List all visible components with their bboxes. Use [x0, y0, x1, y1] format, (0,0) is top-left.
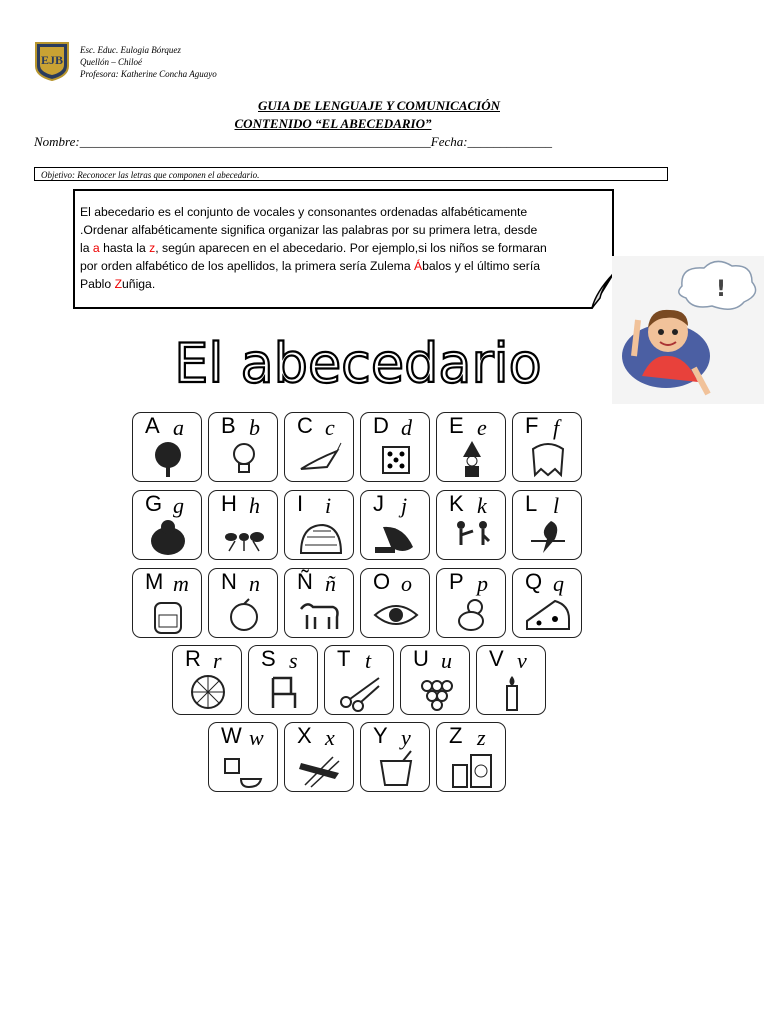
letter-tile	[476, 645, 546, 715]
letter-tile	[208, 722, 278, 792]
parrot-icon	[525, 517, 571, 557]
letter-tile	[248, 645, 318, 715]
school-header	[80, 44, 217, 80]
lowercase-letter: l	[553, 493, 560, 518]
xylophone-icon	[297, 749, 343, 789]
lowercase-letter: ñ	[325, 571, 336, 596]
uppercase-letter: J	[373, 491, 384, 516]
uppercase-letter: M	[145, 569, 164, 594]
lowercase-letter: z	[477, 725, 486, 750]
uppercase-letter: A	[145, 413, 160, 438]
letter-tile	[400, 645, 470, 715]
svg-text:EJB: EJB	[40, 53, 64, 67]
lowercase-letter: g	[173, 493, 184, 518]
lowercase-letter: t	[365, 648, 372, 673]
letter-tile	[512, 490, 582, 560]
letter-tile	[360, 568, 430, 638]
letter-tile	[132, 412, 202, 482]
uppercase-letter: L	[525, 491, 538, 516]
lowercase-letter: x	[325, 725, 335, 750]
letter-tile	[324, 645, 394, 715]
lowercase-letter: v	[517, 648, 527, 673]
backpack-icon	[145, 595, 191, 635]
name-date-row	[34, 134, 552, 150]
lowercase-letter: c	[325, 415, 335, 440]
alphabet-title	[138, 332, 578, 392]
lowercase-letter: n	[249, 571, 260, 596]
nombre-field[interactable]: Nombre:______________________________________________________	[34, 134, 431, 149]
uppercase-letter: N	[221, 569, 237, 594]
lowercase-letter: u	[441, 648, 452, 673]
objective-box: Objetivo: Reconocer las letras que componen el abecedario.	[34, 167, 668, 181]
page-title: GUIA DE LENGUAJE Y COMUNICACIÓN	[258, 98, 500, 113]
lowercase-letter: p	[477, 571, 488, 596]
letter-tile	[436, 490, 506, 560]
uppercase-letter: Ñ	[297, 569, 313, 594]
teacher-name: Profesora: Katherine Concha Aguayo	[80, 69, 217, 79]
ant-icon	[221, 517, 267, 557]
wheel-icon	[185, 672, 231, 712]
letter-tile	[436, 412, 506, 482]
uppercase-letter: Q	[525, 569, 543, 594]
uppercase-letter: C	[297, 413, 313, 438]
lowercase-letter: s	[289, 648, 298, 673]
karate-icon	[449, 517, 495, 557]
page-subtitle: CONTENIDO “EL ABECEDARIO”	[234, 116, 432, 131]
tree-icon	[145, 439, 191, 479]
chair-icon	[261, 672, 307, 712]
lowercase-letter: i	[325, 493, 332, 518]
lowercase-letter: o	[401, 571, 412, 596]
yogurt-icon	[373, 749, 419, 789]
lowercase-letter: f	[553, 415, 560, 440]
uppercase-letter: Y	[373, 723, 388, 748]
note-text: El abecedario es el conjunto de vocales y consonantes ordenadas alfabéticamente .Ordenar alfabéticamente significa organizar las palabras por su primera letra, desde la a hasta la z, según aparecen en el abecedario. Por ejemplo,si los niños se formaran por orden alfabético de los apellidos, la primera sería Zulema Ábalos y el último sería Pablo Zuñiga.	[80, 205, 547, 291]
lowercase-letter: h	[249, 493, 260, 518]
grapes-icon	[413, 672, 459, 712]
uppercase-letter: H	[221, 491, 237, 516]
letter-tile	[208, 568, 278, 638]
letter-tile	[284, 568, 354, 638]
letter-tile	[132, 490, 202, 560]
uppercase-letter: O	[373, 569, 391, 594]
school-logo	[33, 40, 71, 82]
lowercase-letter: m	[173, 571, 189, 596]
uppercase-letter: G	[145, 491, 163, 516]
uppercase-letter: B	[221, 413, 236, 438]
uppercase-letter: V	[489, 646, 504, 671]
letter-tile	[360, 490, 430, 560]
uppercase-letter: F	[525, 413, 539, 438]
cheese-icon	[525, 595, 571, 635]
lowercase-letter: q	[553, 571, 564, 596]
lowercase-letter: d	[401, 415, 412, 440]
letter-tile	[132, 568, 202, 638]
svg-text:El abecedario: El abecedario	[174, 332, 542, 392]
uppercase-letter: X	[297, 723, 312, 748]
letter-tile	[172, 645, 242, 715]
letter-tile	[436, 722, 506, 792]
letter-tile	[436, 568, 506, 638]
chick-icon	[449, 595, 495, 635]
uppercase-letter: P	[449, 569, 464, 594]
letter-tile	[360, 412, 430, 482]
juice-icon	[449, 749, 495, 789]
candle-icon	[489, 672, 535, 712]
eye-icon	[373, 595, 419, 635]
letter-tile	[208, 490, 278, 560]
ghost-icon	[525, 439, 571, 479]
lowercase-letter: e	[477, 415, 487, 440]
lowercase-letter: j	[401, 493, 408, 518]
scissors-icon	[337, 672, 383, 712]
uppercase-letter: T	[337, 646, 351, 671]
letter-tile	[284, 490, 354, 560]
wc-icon	[221, 749, 267, 789]
gnome-icon	[449, 439, 495, 479]
igloo-icon	[297, 517, 343, 557]
uppercase-letter: D	[373, 413, 389, 438]
letter-tile	[284, 722, 354, 792]
letter-tile	[512, 568, 582, 638]
fecha-field[interactable]: Fecha:_____________	[430, 134, 553, 149]
uppercase-letter: Z	[449, 723, 463, 748]
gorilla-icon	[145, 517, 191, 557]
thinking-boy-illustration	[612, 256, 764, 404]
uppercase-letter: W	[221, 723, 242, 748]
letter-tile	[512, 412, 582, 482]
uppercase-letter: S	[261, 646, 276, 671]
kite-icon	[297, 439, 343, 479]
lowercase-letter: y	[401, 725, 411, 750]
uppercase-letter: K	[449, 491, 464, 516]
school-name: Esc. Educ. Eulogia Bórquez	[80, 45, 181, 55]
letter-tile	[284, 412, 354, 482]
uppercase-letter: U	[413, 646, 429, 671]
lowercase-letter: b	[249, 415, 260, 440]
letter-tile	[360, 722, 430, 792]
lowercase-letter: w	[249, 725, 264, 750]
school-location: Quellón – Chiloé	[80, 57, 142, 67]
uppercase-letter: I	[297, 491, 304, 516]
svg-text:!: !	[716, 277, 727, 302]
lowercase-letter: r	[213, 648, 222, 673]
ham-icon	[373, 517, 419, 557]
lowercase-letter: k	[477, 493, 487, 518]
uppercase-letter: R	[185, 646, 201, 671]
uppercase-letter: E	[449, 413, 464, 438]
lowercase-letter: a	[173, 415, 184, 440]
lightbulb-icon	[221, 439, 267, 479]
letter-tile	[208, 412, 278, 482]
dice-icon	[373, 439, 419, 479]
orange-icon	[221, 595, 267, 635]
gnu-icon	[297, 595, 343, 635]
